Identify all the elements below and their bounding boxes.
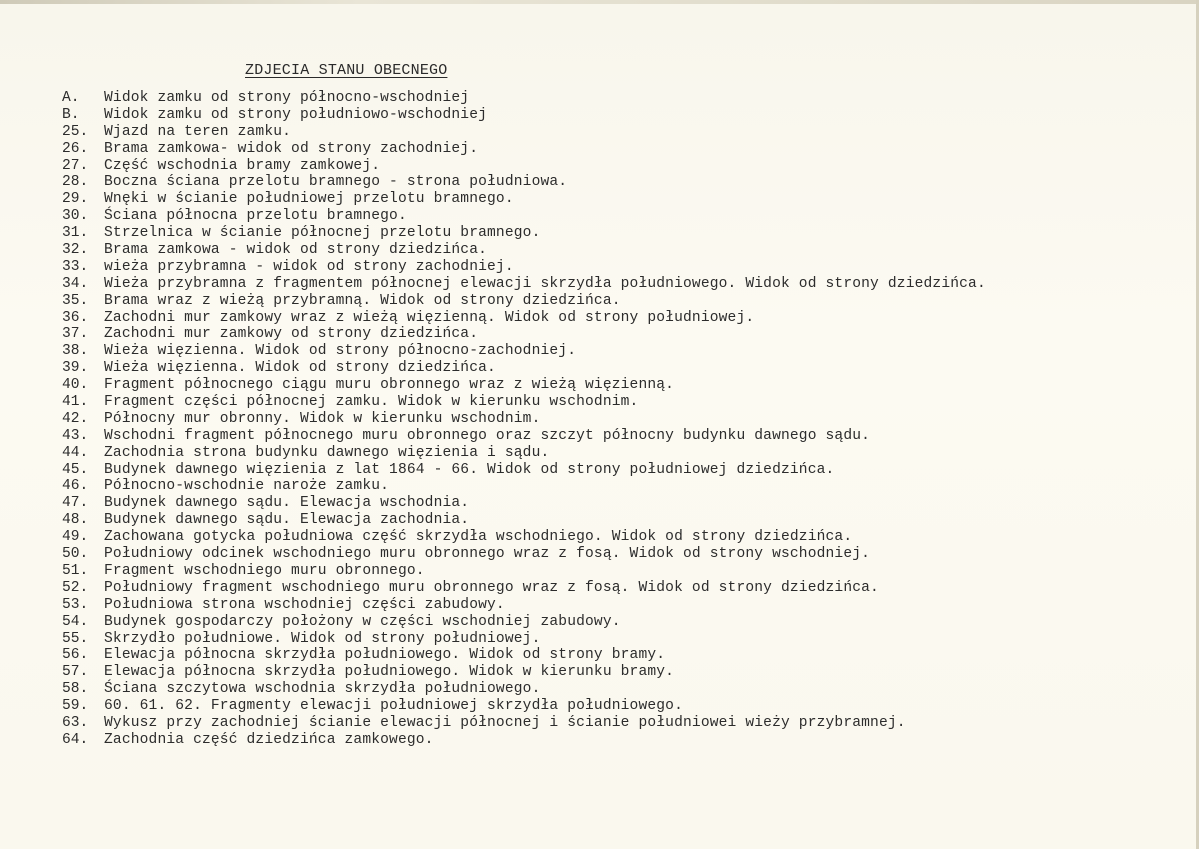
item-number: 46. bbox=[62, 478, 89, 495]
list-item bbox=[62, 512, 986, 529]
list-item bbox=[62, 715, 986, 732]
item-description: Budynek gospodarczy położony w części wschodniej zabudowy. bbox=[104, 613, 621, 630]
list-item bbox=[62, 242, 986, 259]
page-top-edge bbox=[0, 0, 1199, 4]
item-number: 63. bbox=[62, 714, 89, 731]
photo-list bbox=[62, 90, 986, 749]
list-item bbox=[62, 191, 986, 208]
item-number: 34. bbox=[62, 275, 89, 292]
item-description: Południowy fragment wschodniego muru obronnego wraz z fosą. Widok od strony dziedzińca. bbox=[104, 579, 879, 596]
list-item bbox=[62, 462, 986, 479]
list-item bbox=[62, 259, 986, 276]
item-description: Wschodni fragment północnego muru obronnego oraz szczyt północny budynku dawnego sądu. bbox=[104, 427, 871, 444]
item-number: 35. bbox=[62, 292, 89, 309]
list-item bbox=[62, 563, 986, 580]
item-number: 32. bbox=[62, 242, 89, 259]
item-number: 37. bbox=[62, 326, 89, 343]
list-item bbox=[62, 326, 986, 343]
item-description: Skrzydło południowe. Widok od strony południowej. bbox=[104, 630, 541, 647]
item-description: Strzelnica w ścianie północnej przelotu bramnego. bbox=[104, 225, 541, 242]
item-description: Elewacja północna skrzydła południowego. Widok od strony bramy. bbox=[104, 647, 666, 664]
item-number: 59. bbox=[62, 698, 89, 715]
list-item bbox=[62, 631, 986, 648]
item-number: 50. bbox=[62, 546, 89, 563]
item-description: Wnęki w ścianie południowej przelotu bramnego. bbox=[104, 191, 514, 208]
list-item bbox=[62, 478, 986, 495]
item-number: 58. bbox=[62, 681, 89, 698]
page-title: ZDJECIA STANU OBECNEGO bbox=[245, 62, 448, 79]
item-number: 51. bbox=[62, 562, 89, 579]
list-item bbox=[62, 141, 986, 158]
item-description: Zachodnia strona budynku dawnego więzienia i sądu. bbox=[104, 444, 550, 461]
item-number: 53. bbox=[62, 596, 89, 613]
item-description: Wieża więzienna. Widok od strony dziedzińca. bbox=[104, 360, 496, 377]
item-description: Część wschodnia bramy zamkowej. bbox=[104, 157, 381, 174]
item-description: Ściana szczytowa wschodnia skrzydła południowego. bbox=[104, 681, 541, 698]
list-item bbox=[62, 529, 986, 546]
item-description: Ściana północna przelotu bramnego. bbox=[104, 208, 407, 225]
list-item bbox=[62, 360, 986, 377]
list-item bbox=[62, 580, 986, 597]
item-description: Wieża więzienna. Widok od strony północno-zachodniej. bbox=[104, 343, 577, 360]
item-number: A. bbox=[62, 90, 80, 106]
item-description: Południowy odcinek wschodniego muru obronnego wraz z fosą. Widok od strony wschodniej. bbox=[104, 546, 871, 563]
item-number: 43. bbox=[62, 427, 89, 444]
item-description: Elewacja północna skrzydła południowego. Widok w kierunku bramy. bbox=[104, 664, 675, 681]
item-description: Wjazd na teren zamku. bbox=[104, 123, 292, 140]
item-number: 29. bbox=[62, 191, 89, 208]
list-item bbox=[62, 664, 986, 681]
list-item bbox=[62, 445, 986, 462]
item-description: Boczna ściana przelotu bramnego - strona południowa. bbox=[104, 174, 568, 191]
list-item bbox=[62, 698, 986, 715]
list-item bbox=[62, 394, 986, 411]
item-number: 45. bbox=[62, 461, 89, 478]
list-item bbox=[62, 225, 986, 242]
item-description: Zachodnia część dziedzińca zamkowego. bbox=[104, 731, 434, 748]
item-description: Północno-wschodnie naroże zamku. bbox=[104, 478, 390, 495]
item-description: Wieża przybramna z fragmentem północnej elewacji skrzydła południowego. Widok od strony dziedzińca. bbox=[104, 275, 986, 292]
item-description: Brama wraz z wieżą przybramną. Widok od strony dziedzińca. bbox=[104, 292, 621, 309]
item-description: Budynek dawnego sądu. Elewacja wschodnia. bbox=[104, 495, 470, 512]
item-number: 64. bbox=[62, 731, 89, 748]
item-number: 31. bbox=[62, 225, 89, 242]
list-item bbox=[62, 124, 986, 141]
item-description: Fragment wschodniego muru obronnego. bbox=[104, 562, 425, 579]
item-number: 56. bbox=[62, 647, 89, 664]
item-number: 28. bbox=[62, 174, 89, 191]
item-description: 60. 61. 62. Fragmenty elewacji południowej skrzydła południowego. bbox=[104, 698, 683, 715]
item-number: 26. bbox=[62, 140, 89, 157]
item-description: Brama zamkowa - widok od strony dziedzińca. bbox=[104, 242, 488, 259]
item-number: 39. bbox=[62, 360, 89, 377]
item-description: Wykusz przy zachodniej ścianie elewacji północnej i ścianie południowei wieży przybramnej. bbox=[104, 714, 906, 731]
item-description: Budynek dawnego sądu. Elewacja zachodnia. bbox=[104, 512, 470, 529]
list-item bbox=[62, 158, 986, 175]
list-item bbox=[62, 546, 986, 563]
list-item bbox=[62, 732, 986, 749]
item-number: 30. bbox=[62, 208, 89, 225]
item-number: 57. bbox=[62, 664, 89, 681]
item-description: Zachodni mur zamkowy od strony dziedzińca. bbox=[104, 326, 479, 343]
item-description: Brama zamkowa- widok od strony zachodniej. bbox=[104, 140, 479, 157]
item-number: 49. bbox=[62, 529, 89, 546]
item-description: Zachodni mur zamkowy wraz z wieżą więzienną. Widok od strony południowej. bbox=[104, 309, 755, 326]
list-item bbox=[62, 614, 986, 631]
item-number: 27. bbox=[62, 157, 89, 174]
list-item bbox=[62, 90, 986, 107]
list-item bbox=[62, 428, 986, 445]
item-number: 47. bbox=[62, 495, 89, 512]
list-item bbox=[62, 681, 986, 698]
item-description: Zachowana gotycka południowa część skrzydła wschodniego. Widok od strony dziedzińca. bbox=[104, 529, 853, 546]
item-description: Południowa strona wschodniej części zabudowy. bbox=[104, 596, 505, 613]
item-number: 36. bbox=[62, 309, 89, 326]
item-number: 55. bbox=[62, 630, 89, 647]
list-item bbox=[62, 377, 986, 394]
list-item bbox=[62, 343, 986, 360]
list-item bbox=[62, 411, 986, 428]
item-number: 41. bbox=[62, 394, 89, 411]
item-description: Budynek dawnego więzienia z lat 1864 - 66. Widok od strony południowej dziedzińca. bbox=[104, 461, 835, 478]
item-number: 44. bbox=[62, 444, 89, 461]
list-item bbox=[62, 597, 986, 614]
item-number: 33. bbox=[62, 258, 89, 275]
item-number: 40. bbox=[62, 377, 89, 394]
list-item bbox=[62, 208, 986, 225]
list-item bbox=[62, 310, 986, 327]
list-item bbox=[62, 174, 986, 191]
item-description: Widok zamku od strony południowo-wschodniej bbox=[104, 106, 488, 123]
item-number: 42. bbox=[62, 410, 89, 427]
item-number: B. bbox=[62, 106, 80, 123]
item-description: Fragment części północnej zamku. Widok w kierunku wschodnim. bbox=[104, 394, 639, 411]
item-number: 38. bbox=[62, 343, 89, 360]
item-description: Północny mur obronny. Widok w kierunku wschodnim. bbox=[104, 410, 541, 427]
item-number: 25. bbox=[62, 123, 89, 140]
list-item bbox=[62, 107, 986, 124]
item-description: Widok zamku od strony północno-wschodniej bbox=[104, 90, 470, 106]
item-number: 52. bbox=[62, 579, 89, 596]
item-description: Fragment północnego ciągu muru obronnego wraz z wieżą więzienną. bbox=[104, 377, 675, 394]
list-item bbox=[62, 647, 986, 664]
list-item bbox=[62, 293, 986, 310]
item-number: 54. bbox=[62, 613, 89, 630]
list-item bbox=[62, 495, 986, 512]
list-item bbox=[62, 276, 986, 293]
item-description: wieża przybramna - widok od strony zachodniej. bbox=[104, 258, 514, 275]
item-number: 48. bbox=[62, 512, 89, 529]
